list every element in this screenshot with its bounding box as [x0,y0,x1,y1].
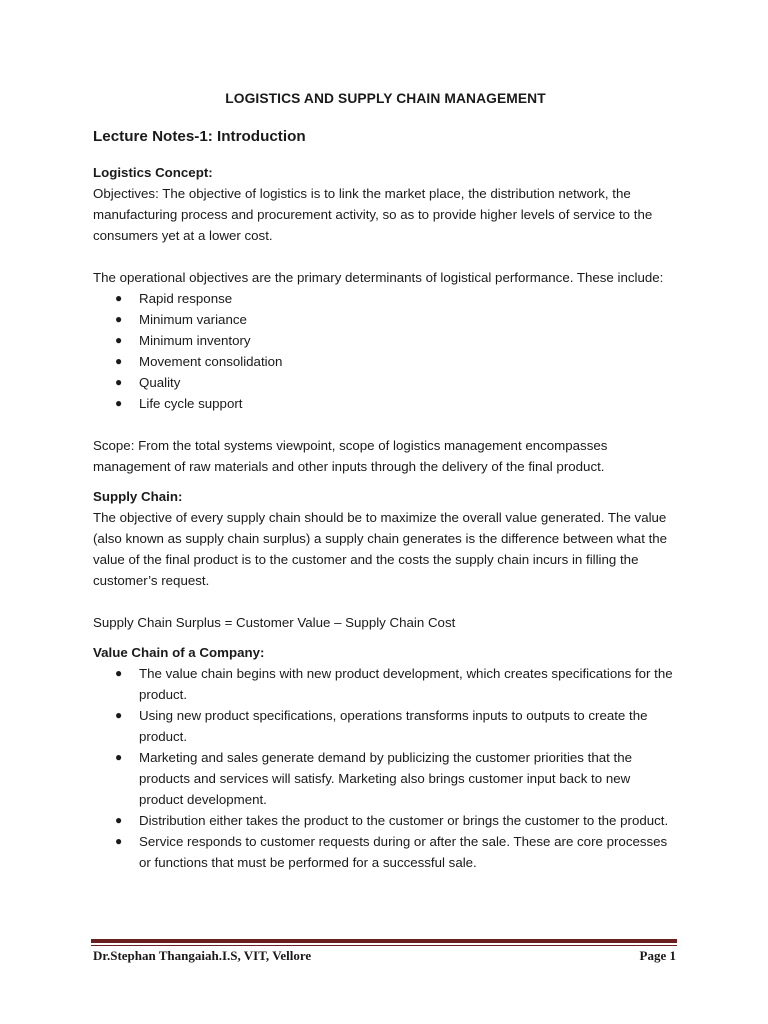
bullet-icon: ● [115,396,123,410]
list-item: ● Service responds to customer requests during or after the sale. These are core processes or functions that must be performed for a successful sale. [93,831,678,873]
list-item: ● Using new product specifications, operations transforms inputs to outputs to create the product. [93,705,678,747]
bullet-icon: ● [115,708,123,722]
list-item: ● Movement consolidation [93,351,678,372]
list-item: ● Minimum variance [93,309,678,330]
list-item: ● The value chain begins with new product development, which creates specifications for the product. [93,663,678,705]
lecture-heading: Lecture Notes-1: Introduction [93,128,306,145]
operational-intro: The operational objectives are the primary determinants of logistical performance. These include: [93,270,664,285]
list-item: ● Marketing and sales generate demand by publicizing the customer priorities that the products and services will satisfy. Marketing also brings customer input back to new product development. [93,747,678,810]
document-title: LOGISTICS AND SUPPLY CHAIN MANAGEMENT [225,91,546,106]
bullet-icon: ● [115,834,123,848]
supply-chain-heading: Supply Chain: [93,489,183,504]
footer-page-number: Page 1 [639,948,676,963]
list-item: ● Rapid response [93,288,678,309]
bullet-icon: ● [115,312,123,326]
bullet-icon: ● [115,375,123,389]
footer-author: Dr.Stephan Thangaiah.I.S, VIT, Vellore [93,948,312,963]
list-item: ● Minimum inventory [93,330,678,351]
bullet-icon: ● [115,813,123,827]
bullet-icon: ● [115,750,123,764]
logistics-objectives: Objectives: The objective of logistics is to link the market place, the distribution network, the manufacturing process and procurement activity, so as to provide higher levels of service to the consumers yet at a lower cost. [93,186,653,243]
operational-list [93,288,678,414]
page-content [93,88,678,873]
value-chain-list [93,663,678,873]
supply-chain-formula: Supply Chain Surplus = Customer Value – Supply Chain Cost [93,615,456,630]
supply-chain-body: The objective of every supply chain should be to maximize the overall value generated. The value (also known as supply chain surplus) a supply chain generates is the difference between what the value of the final product is to the customer and the costs the supply chain incurs in filling the customer’s request. [93,510,668,588]
list-item: ● Life cycle support [93,393,678,414]
bullet-icon: ● [115,291,123,305]
footer-rule-thin [91,945,677,946]
logistics-heading: Logistics Concept: [93,165,213,180]
list-item: ● Quality [93,372,678,393]
page-footer [93,948,676,964]
bullet-icon: ● [115,666,123,680]
logistics-scope: Scope: From the total systems viewpoint, scope of logistics management encompasses management of raw materials and other inputs through the delivery of the final product. [93,438,608,474]
bullet-icon: ● [115,333,123,347]
list-item: ● Distribution either takes the product to the customer or brings the customer to the product. [93,810,678,831]
footer-rule [91,939,677,943]
bullet-icon: ● [115,354,123,368]
value-chain-heading: Value Chain of a Company: [93,645,265,660]
